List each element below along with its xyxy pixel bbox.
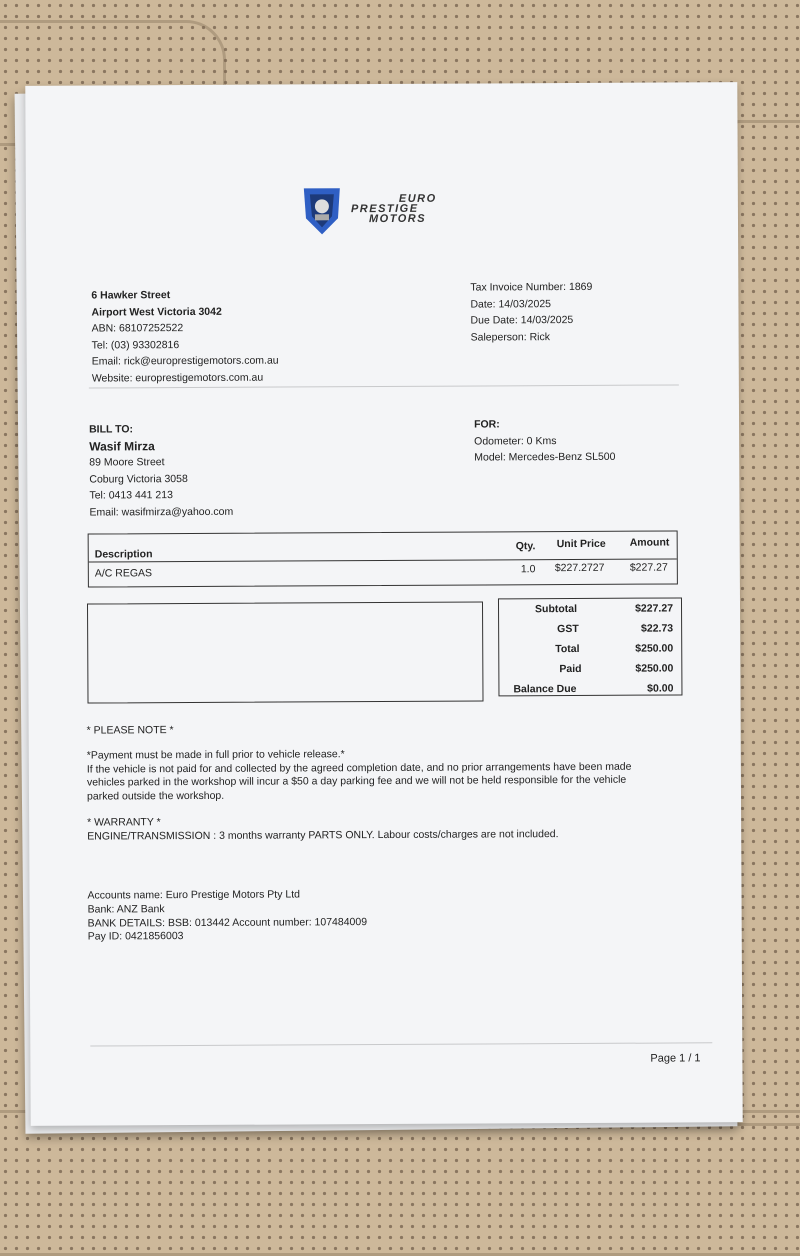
for-heading: FOR: xyxy=(474,418,500,431)
invoice-date: Date: 14/03/2025 xyxy=(470,297,552,311)
table-row xyxy=(89,561,677,583)
invoice-meta xyxy=(470,279,592,346)
parking-note-line: If the vehicle is not paid for and collected by the agreed completion date, and no prior arrangements have been made xyxy=(86,760,632,776)
customer-name: Wasif Mirza xyxy=(89,438,155,454)
company-email: Email: rick@europrestigemotors.com.au xyxy=(91,354,279,368)
items-table xyxy=(88,530,678,587)
invoice-salesperson: Saleperson: Rick xyxy=(470,330,551,344)
bill-to-heading: BILL TO: xyxy=(89,423,134,436)
company-website: Website: europrestigemotors.com.au xyxy=(91,371,264,385)
paid-value: $250.00 xyxy=(635,662,674,675)
gst-label: GST xyxy=(557,622,579,636)
bank-name: Bank: ANZ Bank xyxy=(87,902,165,916)
balance-label: Balance Due xyxy=(513,682,577,696)
logo-line: EURO xyxy=(398,192,437,205)
vehicle-info xyxy=(474,416,616,467)
col-header-description: Description xyxy=(94,548,153,561)
company-abn: ABN: 68107252522 xyxy=(91,322,184,335)
company-city: Airport West Victoria 3042 xyxy=(91,305,222,319)
customer-city: Coburg Victoria 3058 xyxy=(89,472,188,486)
blank-notes-box xyxy=(87,601,484,703)
row-unit-price: $227.2727 xyxy=(554,561,605,575)
bill-to xyxy=(89,421,233,521)
total-label: Total xyxy=(555,642,580,656)
customer-tel: Tel: 0413 441 213 xyxy=(89,489,173,502)
logo-wordmark xyxy=(351,194,437,224)
subtotal-row xyxy=(507,598,673,619)
please-note-section xyxy=(87,721,688,844)
logo-line: PRESTIGE xyxy=(350,202,419,216)
subtotal-label: Subtotal xyxy=(534,602,578,616)
gst-row xyxy=(507,618,673,639)
logo-line: MOTORS xyxy=(368,212,427,226)
balance-value: $0.00 xyxy=(647,682,674,695)
paid-label: Paid xyxy=(559,662,582,676)
company-address xyxy=(91,287,278,388)
subtotal-value: $227.27 xyxy=(635,602,674,615)
warranty-note: ENGINE/TRANSMISSION : 3 months warranty PARTS ONLY. Labour costs/charges are not included. xyxy=(87,827,559,843)
row-description: A/C REGAS xyxy=(94,567,153,580)
please-note-heading: * PLEASE NOTE * xyxy=(86,724,174,737)
total-value: $250.00 xyxy=(635,642,674,655)
page-number: Page 1 / 1 xyxy=(650,1052,701,1065)
col-header-amount: Amount xyxy=(629,536,670,549)
invoice-due-date: Due Date: 14/03/2025 xyxy=(470,314,574,327)
paid-row xyxy=(507,658,673,679)
payment-note: *Payment must be made in full prior to vehicle release.* xyxy=(86,748,345,762)
warranty-heading: * WARRANTY * xyxy=(87,816,161,829)
company-street: 6 Hawker Street xyxy=(91,289,171,302)
customer-email: Email: wasifmirza@yahoo.com xyxy=(89,505,234,519)
shield-logo-icon xyxy=(298,184,346,238)
col-header-qty: Qty. xyxy=(515,540,536,553)
parking-note-line: vehicles parked in the workshop will incur a $50 a day parking fee and we will not be held responsible for the vehicle xyxy=(86,774,627,789)
gst-value: $22.73 xyxy=(640,622,674,635)
row-qty: 1.0 xyxy=(520,563,536,576)
total-row xyxy=(507,638,673,659)
invoice-page xyxy=(25,82,742,1126)
company-tel: Tel: (03) 93302816 xyxy=(91,338,180,352)
invoice-number: Tax Invoice Number: 1869 xyxy=(470,280,593,294)
balance-row xyxy=(507,678,673,699)
footer-divider xyxy=(90,1042,712,1046)
customer-street: 89 Moore Street xyxy=(89,456,165,469)
parking-note-line: parked outside the workshop. xyxy=(86,790,225,803)
vehicle-model: Model: Mercedes-Benz SL500 xyxy=(474,450,616,464)
vehicle-odometer: Odometer: 0 Kms xyxy=(474,434,557,448)
col-header-unit-price: Unit Price xyxy=(556,537,606,551)
totals-box xyxy=(498,597,683,696)
bank-bsb-account: BANK DETAILS: BSB: 013442 Account number: 107484009 xyxy=(87,915,368,930)
row-amount: $227.27 xyxy=(629,561,668,574)
bank-details xyxy=(87,888,367,945)
bank-account-name: Accounts name: Euro Prestige Motors Pty Ltd xyxy=(87,888,300,902)
bank-pay-id: Pay ID: 0421856003 xyxy=(87,930,184,943)
